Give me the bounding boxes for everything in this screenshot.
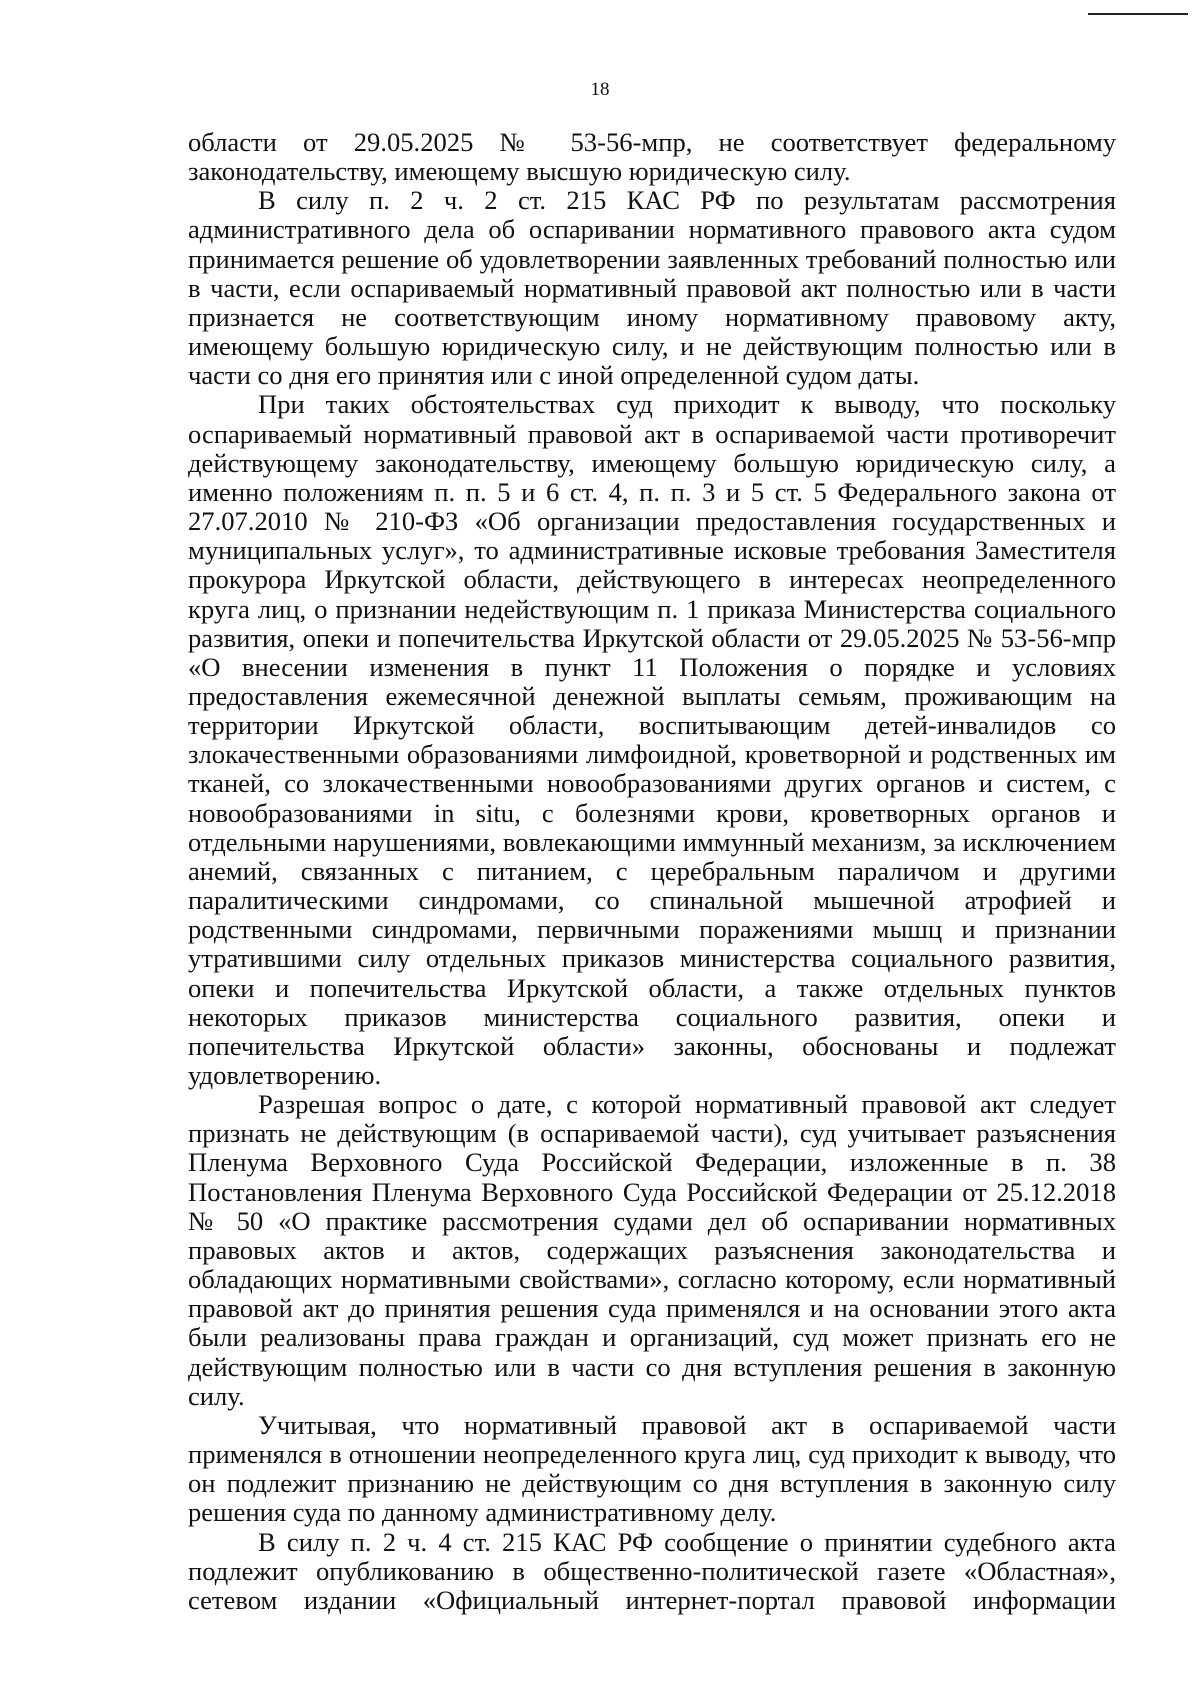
paragraph: области от 29.05.2025 № 53-56-мпр, не соответствует федеральному законодательству, имеющему высшую юридическую силу. xyxy=(188,127,1116,187)
paragraph: Разрешая вопрос о дате, с которой нормативный правовой акт следует признать не действующим (в оспариваемой части), суд учитывает разъяснения Пленума Верховного Суда Российской Федерации, изложенные в п. 38 Постановления Пленума Верховного Суда Российской Федерации от 25.12.2018 № 50 «О практике рассмотрения судами дел об оспаривании нормативных правовых актов и актов, содержащих разъяснения законодательства и обладающих нормативными свойствами», согласно которому, если нормативный правовой акт до принятия решения суда применялся и на основании этого акта были реализованы права граждан и организаций, суд может признать его не действующим полностью или в части со дня вступления решения в законную силу. xyxy=(188,1089,1116,1411)
paragraph: В силу п. 2 ч. 2 ст. 215 КАС РФ по результатам рассмотрения административного дела об оспаривании нормативного правового акта судом принимается решение об удовлетворении заявленных требований полностью или в части, если оспариваемый нормативный правовой акт полностью или в части признается не соответствующим иному нормативному правовому акту, имеющему большую юридическую силу, и не действующим полностью или в части со дня его принятия или с иной определенной судом даты. xyxy=(188,185,1116,391)
page-number: 18 xyxy=(590,79,610,100)
top-rule-line xyxy=(1088,13,1188,15)
paragraph: При таких обстоятельствах суд приходит к выводу, что поскольку оспариваемый нормативный правовой акт в оспариваемой части противоречит действующему законодательству, имеющему большую юридическую силу, а именно положениям п. п. 5 и 6 ст. 4, п. п. 3 и 5 ст. 5 Федерального закона от 27.07.2010 № 210-ФЗ «Об организации предоставления государственных и муниципальных услуг», то административные исковые требования Заместителя прокурора Иркутской области, действующего в интересах неопределенного круга лиц, о признании недействующим п. 1 приказа Министерства социального развития, опеки и попечительства Иркутской области от 29.05.2025 № 53-56-мпр «О внесении изменения в пункт 11 Положения о порядке и условиях предоставления ежемесячной денежной выплаты семьям, проживающим на территории Иркутской области, воспитывающим детей-инвалидов со злокачественными образованиями лимфоидной, кроветворной и родственных им тканей, со злокачественными новообразованиями других органов и систем, с новообразованиями in situ, с болезнями крови, кроветворных органов и отдельными нарушениями, вовлекающими иммунный механизм, за исключением анемий, связанных с питанием, с церебральным параличом и другими паралитическими синдромами, со спинальной мышечной атрофией и родственными синдромами, первичными поражениями мышц и признании утратившими силу отдельных приказов министерства социального развития, опеки и попечительства Иркутской области, а также отдельных пунктов некоторых приказов министерства социального развития, опеки и попечительства Иркутской области» законны, обоснованы и подлежат удовлетворению. xyxy=(188,389,1116,1090)
paragraph: В силу п. 2 ч. 4 ст. 215 КАС РФ сообщение о принятии судебного акта подлежит опубликованию в общественно-политической газете «Областная», сетевом издании «Официальный интернет-портал правовой информации xyxy=(188,1526,1116,1615)
paragraph: Учитывая, что нормативный правовой акт в оспариваемой части применялся в отношении неопределенного круга лиц, суд приходит к выводу, что он подлежит признанию не действующим со дня вступления в законную силу решения суда по данному административному делу. xyxy=(188,1409,1116,1528)
document-body xyxy=(188,128,1116,1615)
